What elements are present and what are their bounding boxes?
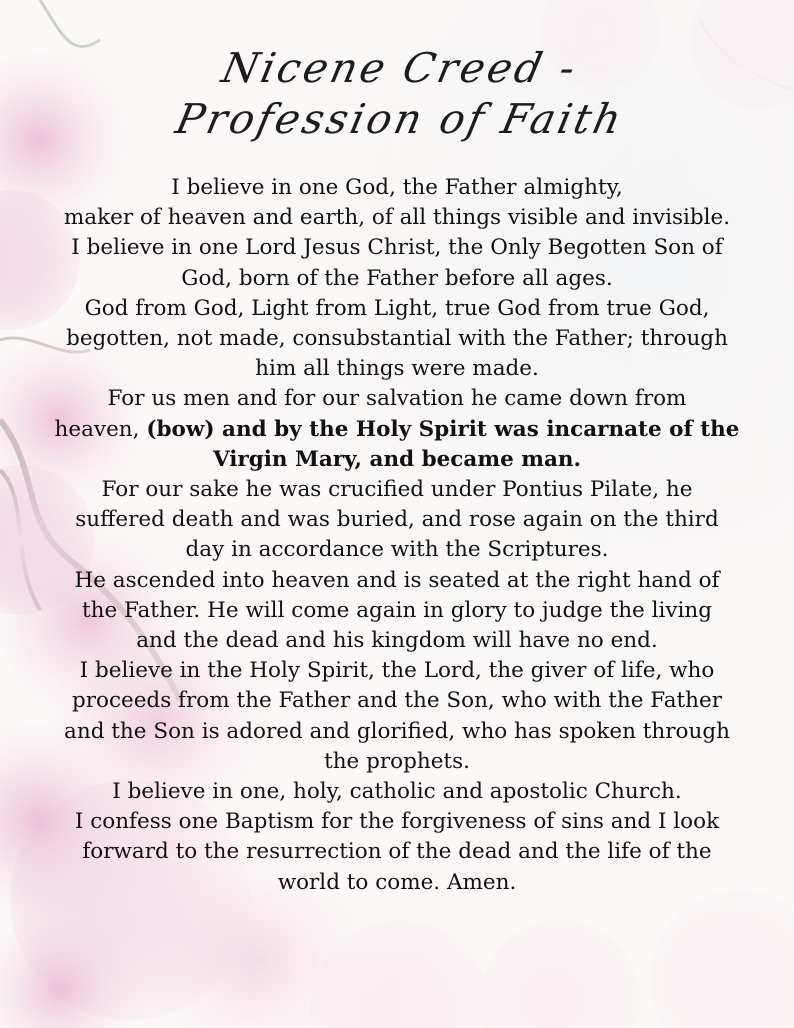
creed-line: and the Son is adored and glorified, who has spoken through xyxy=(64,718,730,744)
creed-line: For our sake he was crucified under Pontius Pilate, he xyxy=(101,477,693,503)
creed-line: the prophets. xyxy=(324,748,470,774)
creed-line: suffered death and was buried, and rose again on the third xyxy=(75,507,719,533)
creed-line: him all things were made. xyxy=(255,356,539,382)
creed-line: maker of heaven and earth, of all things visible and invisible. xyxy=(63,205,731,231)
creed-text-bold: (bow) and by the Holy Spirit was incarnate of the xyxy=(146,416,740,442)
creed-line: day in accordance with the Scriptures. xyxy=(185,537,609,563)
creed-line: begotten, not made, consubstantial with the Father; through xyxy=(66,326,728,352)
creed-line: and the dead and his kingdom will have no end. xyxy=(136,628,658,654)
page-title-line-1: Nicene Creed - xyxy=(217,44,583,92)
creed-line: the Father. He will come again in glory to judge the living xyxy=(81,597,713,623)
creed-line-bold xyxy=(40,445,754,475)
creed-line: I believe in one God, the Father almighty, xyxy=(171,175,623,200)
creed-text-plain: heaven, xyxy=(54,416,147,442)
creed-text xyxy=(40,173,754,898)
creed-line: For us men and for our salvation he came down from xyxy=(107,386,687,412)
creed-line: God from God, Light from Light, true God from true God, xyxy=(84,295,710,321)
creed-line: I believe in one Lord Jesus Christ, the Only Begotten Son of xyxy=(71,235,723,261)
creed-text-bold: Virgin Mary, and became man. xyxy=(212,446,582,472)
creed-line: forward to the resurrection of the dead and the life of the xyxy=(82,839,712,865)
creed-line: proceeds from the Father and the Son, who with the Father xyxy=(71,688,723,714)
creed-line-mixed xyxy=(40,415,754,445)
page-title-line-2: Profession of Faith xyxy=(171,95,629,143)
creed-line: I believe in one, holy, catholic and apostolic Church. xyxy=(112,779,682,805)
creed-line: I believe in the Holy Spirit, the Lord, the giver of life, who xyxy=(79,658,715,684)
creed-line: I confess one Baptism for the forgiveness of sins and I look xyxy=(74,809,720,835)
creed-line: He ascended into heaven and is seated at the right hand of xyxy=(74,567,720,593)
creed-line: God, born of the Father before all ages. xyxy=(181,265,613,291)
creed-line: world to come. Amen. xyxy=(277,869,517,895)
